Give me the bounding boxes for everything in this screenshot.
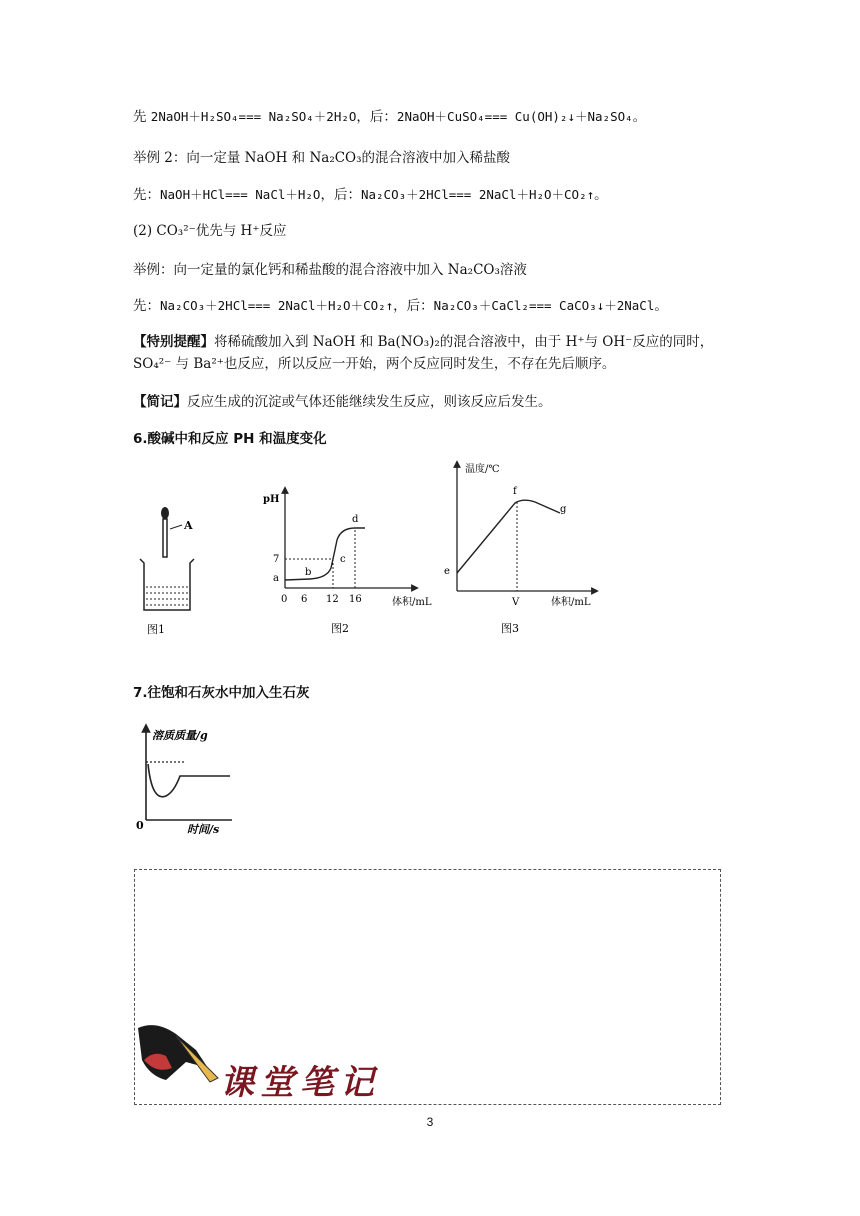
text-prefix: 先： (133, 298, 160, 314)
text-end: 。 (594, 187, 608, 203)
figure-4-solute-mass (132, 722, 242, 837)
point-g: g (560, 504, 567, 515)
beaker-outline (140, 559, 194, 610)
y-axis-label: pH (263, 494, 280, 505)
text-prefix: 先： (133, 187, 160, 203)
y-axis-label: 溶质质量/g (152, 729, 208, 742)
dropper-tube (163, 519, 167, 557)
brief-label: 【简记】 (133, 394, 187, 410)
special-reminder-line-2: SO₄²⁻ 与 Ba²⁺也反应，所以反应一开始，两个反应同时发生，不存在先后顺序。 (133, 356, 616, 372)
ph-curve (285, 528, 365, 580)
figure-3-temperature-curve (435, 458, 605, 640)
page-number: 3 (426, 1115, 434, 1129)
figure-3-caption: 图3 (501, 622, 519, 635)
pen-icon (136, 1020, 221, 1100)
point-c: c (340, 554, 346, 565)
point-f: f (513, 486, 517, 497)
y-axis-label: 温度/℃ (465, 464, 500, 475)
x-tick-16: 16 (349, 594, 362, 605)
example-3: 举例：向一定量的氯化钙和稀盐酸的混合溶液中加入 Na₂CO₃溶液 (133, 262, 527, 278)
origin-label: 0 (136, 819, 144, 832)
reaction-order-line-2 (133, 183, 608, 203)
figure-2-caption: 图2 (331, 622, 349, 635)
beaker-liquid (146, 587, 188, 605)
solute-curve (148, 764, 230, 797)
y-tick-7: 7 (273, 554, 280, 565)
label-a: A (184, 519, 193, 532)
special-reminder-line-1 (133, 330, 713, 350)
equation-1: 2NaOH＋H₂SO₄=== Na₂SO₄＋2H₂O (150, 109, 357, 124)
class-notes-title: 课堂笔记 (220, 1063, 380, 1103)
figure-2-ph-curve (255, 480, 445, 640)
figure-1-beaker (130, 505, 200, 645)
text-mid: ，后： (393, 298, 434, 314)
point-d: d (352, 514, 359, 525)
text-mid: ，后： (356, 109, 397, 125)
point-e: e (444, 566, 450, 577)
reminder-text-1: 将稀硫酸加入到 NaOH 和 Ba(NO₃)₂的混合溶液中，由于 H⁺与 OH⁻反应的同时， (214, 334, 714, 350)
text-mid: ，后： (320, 187, 361, 203)
x-axis-label: 时间/s (187, 823, 220, 836)
reminder-label: 【特别提醒】 (133, 334, 214, 350)
x-tick-0: 0 (281, 594, 288, 605)
point-b: b (305, 567, 312, 578)
section-7-title: 7.往饱和石灰水中加入生石灰 (133, 685, 310, 701)
text-end: 。 (632, 109, 647, 125)
y-tick-a: a (273, 573, 279, 584)
example-2: 举例 2：向一定量 NaOH 和 Na₂CO₃的混合溶液中加入稀盐酸 (133, 150, 511, 166)
x-tick-6: 6 (301, 594, 308, 605)
x-tick-v: V (512, 597, 520, 608)
temperature-curve (457, 500, 560, 573)
text-prefix: 先 (133, 109, 151, 125)
reaction-order-line-3 (133, 294, 668, 314)
equation-2: 2NaOH＋CuSO₄=== Cu(OH)₂↓＋Na₂SO₄ (396, 109, 633, 124)
x-axis-label: 体积/mL (551, 597, 591, 608)
equation-2: Na₂CO₃＋CaCl₂=== CaCO₃↓＋2NaCl (433, 298, 655, 313)
dropper-bulb (161, 507, 169, 519)
equation-1: Na₂CO₃＋2HCl=== 2NaCl＋H₂O＋CO₂↑ (160, 298, 394, 313)
text-end: 。 (654, 298, 668, 314)
section-6-title: 6.酸碱中和反应 PH 和温度变化 (133, 431, 327, 447)
equation-1: NaOH＋HCl=== NaCl＋H₂O (160, 187, 321, 202)
equation-2: Na₂CO₃＋2HCl=== 2NaCl＋H₂O＋CO₂↑ (360, 187, 595, 202)
figure-1-caption: 图1 (147, 623, 165, 636)
subsection-2: (2) CO₃²⁻优先与 H⁺反应 (133, 223, 287, 239)
x-tick-12: 12 (326, 594, 339, 605)
x-axis-label: 体积/mL (392, 597, 432, 608)
brief-text: 反应生成的沉淀或气体还能继续发生反应，则该反应后发生。 (187, 394, 552, 410)
reaction-order-line-1 (133, 105, 646, 125)
brief-note (133, 390, 552, 410)
